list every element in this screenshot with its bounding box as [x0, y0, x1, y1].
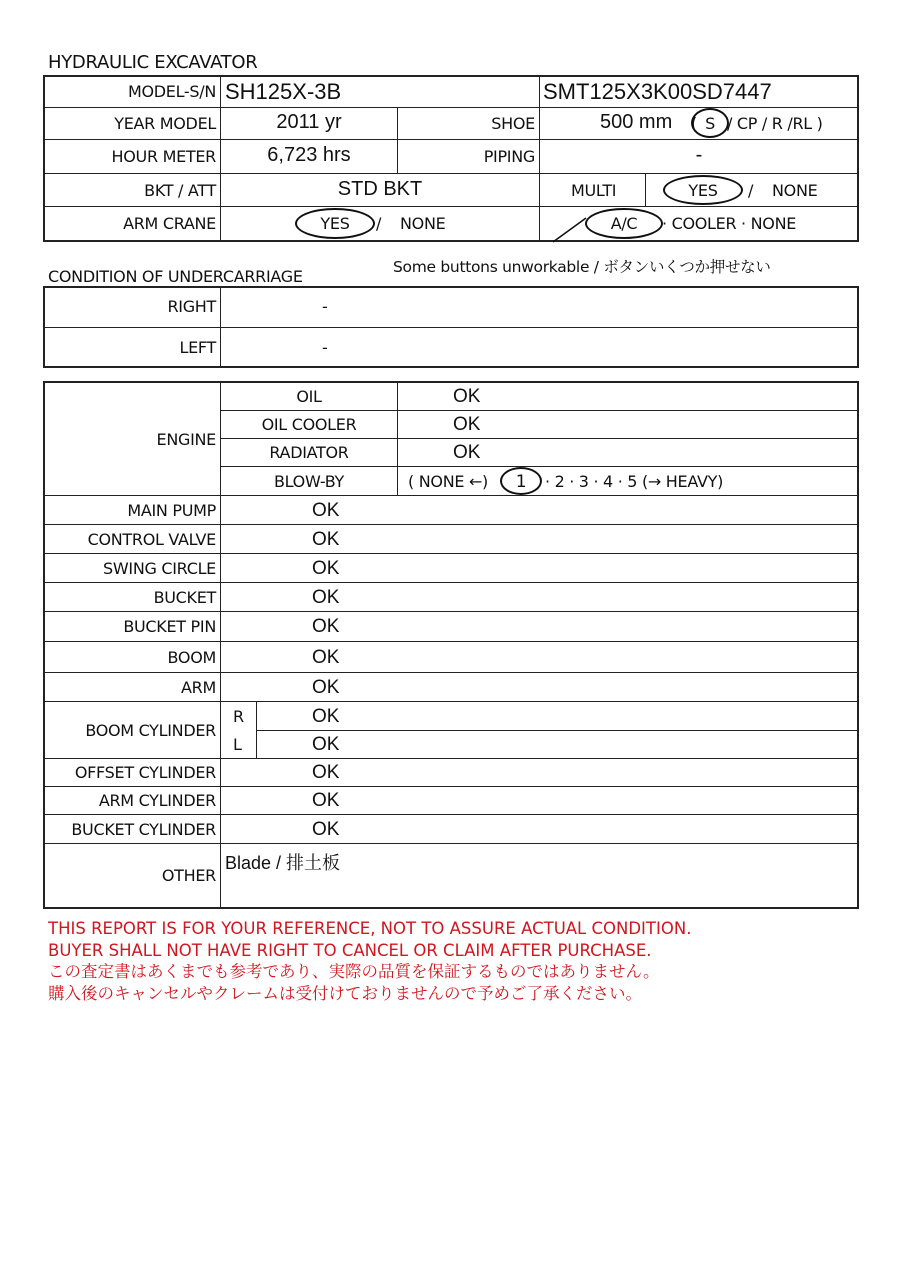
undercarriage-right-label: RIGHT [167, 297, 216, 316]
ac-options: · COOLER · NONE [662, 214, 797, 233]
boom-value: OK [312, 647, 340, 668]
bucket-value: OK [312, 587, 340, 608]
shoe-label: SHOE [491, 114, 535, 133]
year-model-label: YEAR MODEL [114, 114, 216, 133]
bucket-label: BUCKET [153, 588, 216, 607]
control-valve-value: OK [312, 529, 340, 550]
boom-cylinder-r-value: OK [312, 706, 340, 727]
disclaimer-line-4: 購入後のキャンセルやクレームは受付けておりませんので予めご了承ください。 [48, 983, 642, 1003]
offset-cylinder-value: OK [312, 762, 340, 783]
other-value: Blade / 排土板 [225, 853, 341, 873]
blow-by-scale: · 2 · 3 · 4 · 5 (→ HEAVY) [545, 472, 724, 491]
undercarriage-right-value: - [322, 297, 328, 316]
other-label: OTHER [161, 866, 216, 885]
boom-cylinder-r-label: R [233, 707, 244, 726]
arm-label: ARM [181, 678, 216, 697]
offset-cylinder-label: OFFSET CYLINDER [74, 763, 216, 782]
bucket-cylinder-value: OK [312, 819, 340, 840]
main-pump-value: OK [312, 500, 340, 521]
disclaimer-line-3: この査定書はあくまでも参考であり、実際の品質を保証するものではありません。 [48, 962, 660, 981]
arm-crane-none: NONE [400, 214, 446, 233]
year-model-value: 2011 yr [276, 111, 342, 133]
undercarriage-title: CONDITION OF UNDERCARRIAGE [48, 267, 303, 286]
arm-cylinder-label: ARM CYLINDER [98, 791, 216, 810]
document-title: HYDRAULIC EXCAVATOR [48, 52, 258, 73]
engine-oil-cooler-label: OIL COOLER [261, 415, 357, 434]
piping-label: PIPING [483, 147, 535, 166]
piping-value: - [695, 144, 703, 166]
blow-by-label: BLOW-BY [273, 472, 345, 491]
bkt-att-value: STD BKT [337, 178, 423, 200]
arm-value: OK [312, 677, 340, 698]
boom-cylinder-label: BOOM CYLINDER [85, 721, 216, 740]
disclaimer-line-2: BUYER SHALL NOT HAVE RIGHT TO CANCEL OR CLAIM AFTER PURCHASE. [48, 940, 652, 960]
undercarriage-left-label: LEFT [179, 338, 216, 357]
bucket-pin-label: BUCKET PIN [123, 617, 216, 636]
boom-cylinder-l-value: OK [312, 734, 340, 755]
arm-crane-yes: YES [320, 214, 350, 233]
shoe-option-s: S [705, 114, 715, 133]
bucket-cylinder-label: BUCKET CYLINDER [71, 820, 216, 839]
blow-by-none: ( NONE ←) [408, 472, 489, 491]
swing-circle-label: SWING CIRCLE [103, 559, 216, 578]
shoe-options: / CP / R /RL ) [727, 114, 823, 133]
undercarriage-left-value: - [322, 338, 328, 357]
engine-label: ENGINE [156, 430, 216, 449]
control-valve-label: CONTROL VALVE [87, 530, 216, 549]
boom-label: BOOM [167, 648, 216, 667]
engine-oil-value: OK [453, 386, 481, 407]
engine-oil-cooler-value: OK [453, 414, 481, 435]
main-pump-label: MAIN PUMP [127, 501, 216, 520]
arm-crane-sep: / [376, 214, 382, 233]
swing-circle-value: OK [312, 558, 340, 579]
model-label: MODEL-S/N [127, 82, 216, 101]
arm-cylinder-value: OK [312, 790, 340, 811]
model-value: SH125X-3B [225, 79, 342, 104]
boom-cylinder-l-label: L [233, 735, 242, 754]
serial-number: SMT125X3K00SD7447 [543, 79, 772, 104]
disclaimer-line-1: THIS REPORT IS FOR YOUR REFERENCE, NOT TO ASSURE ACTUAL CONDITION. [48, 919, 692, 938]
shoe-value: 500 mm [600, 111, 673, 133]
annotation-note: Some buttons unworkable / ボタンいくつか押せない [393, 258, 771, 276]
multi-yes: YES [688, 181, 718, 200]
engine-radiator-value: OK [453, 442, 481, 463]
multi-sep: / [748, 181, 754, 200]
arm-crane-label: ARM CRANE [123, 214, 216, 233]
ac-option: A/C [610, 214, 638, 233]
engine-radiator-label: RADIATOR [269, 443, 349, 462]
hour-meter-label: HOUR METER [111, 147, 216, 166]
bkt-att-label: BKT / ATT [144, 181, 216, 200]
bucket-pin-value: OK [312, 616, 340, 637]
shoe-open-paren: ( [691, 114, 697, 133]
multi-none: NONE [772, 181, 818, 200]
engine-oil-label: OIL [296, 387, 322, 406]
blow-by-selected-circle [500, 467, 542, 495]
blow-by-selected: 1 [515, 472, 527, 492]
disclaimer [48, 918, 691, 1004]
multi-label: MULTI [571, 181, 617, 200]
hour-meter-value: 6,723 hrs [267, 144, 351, 166]
